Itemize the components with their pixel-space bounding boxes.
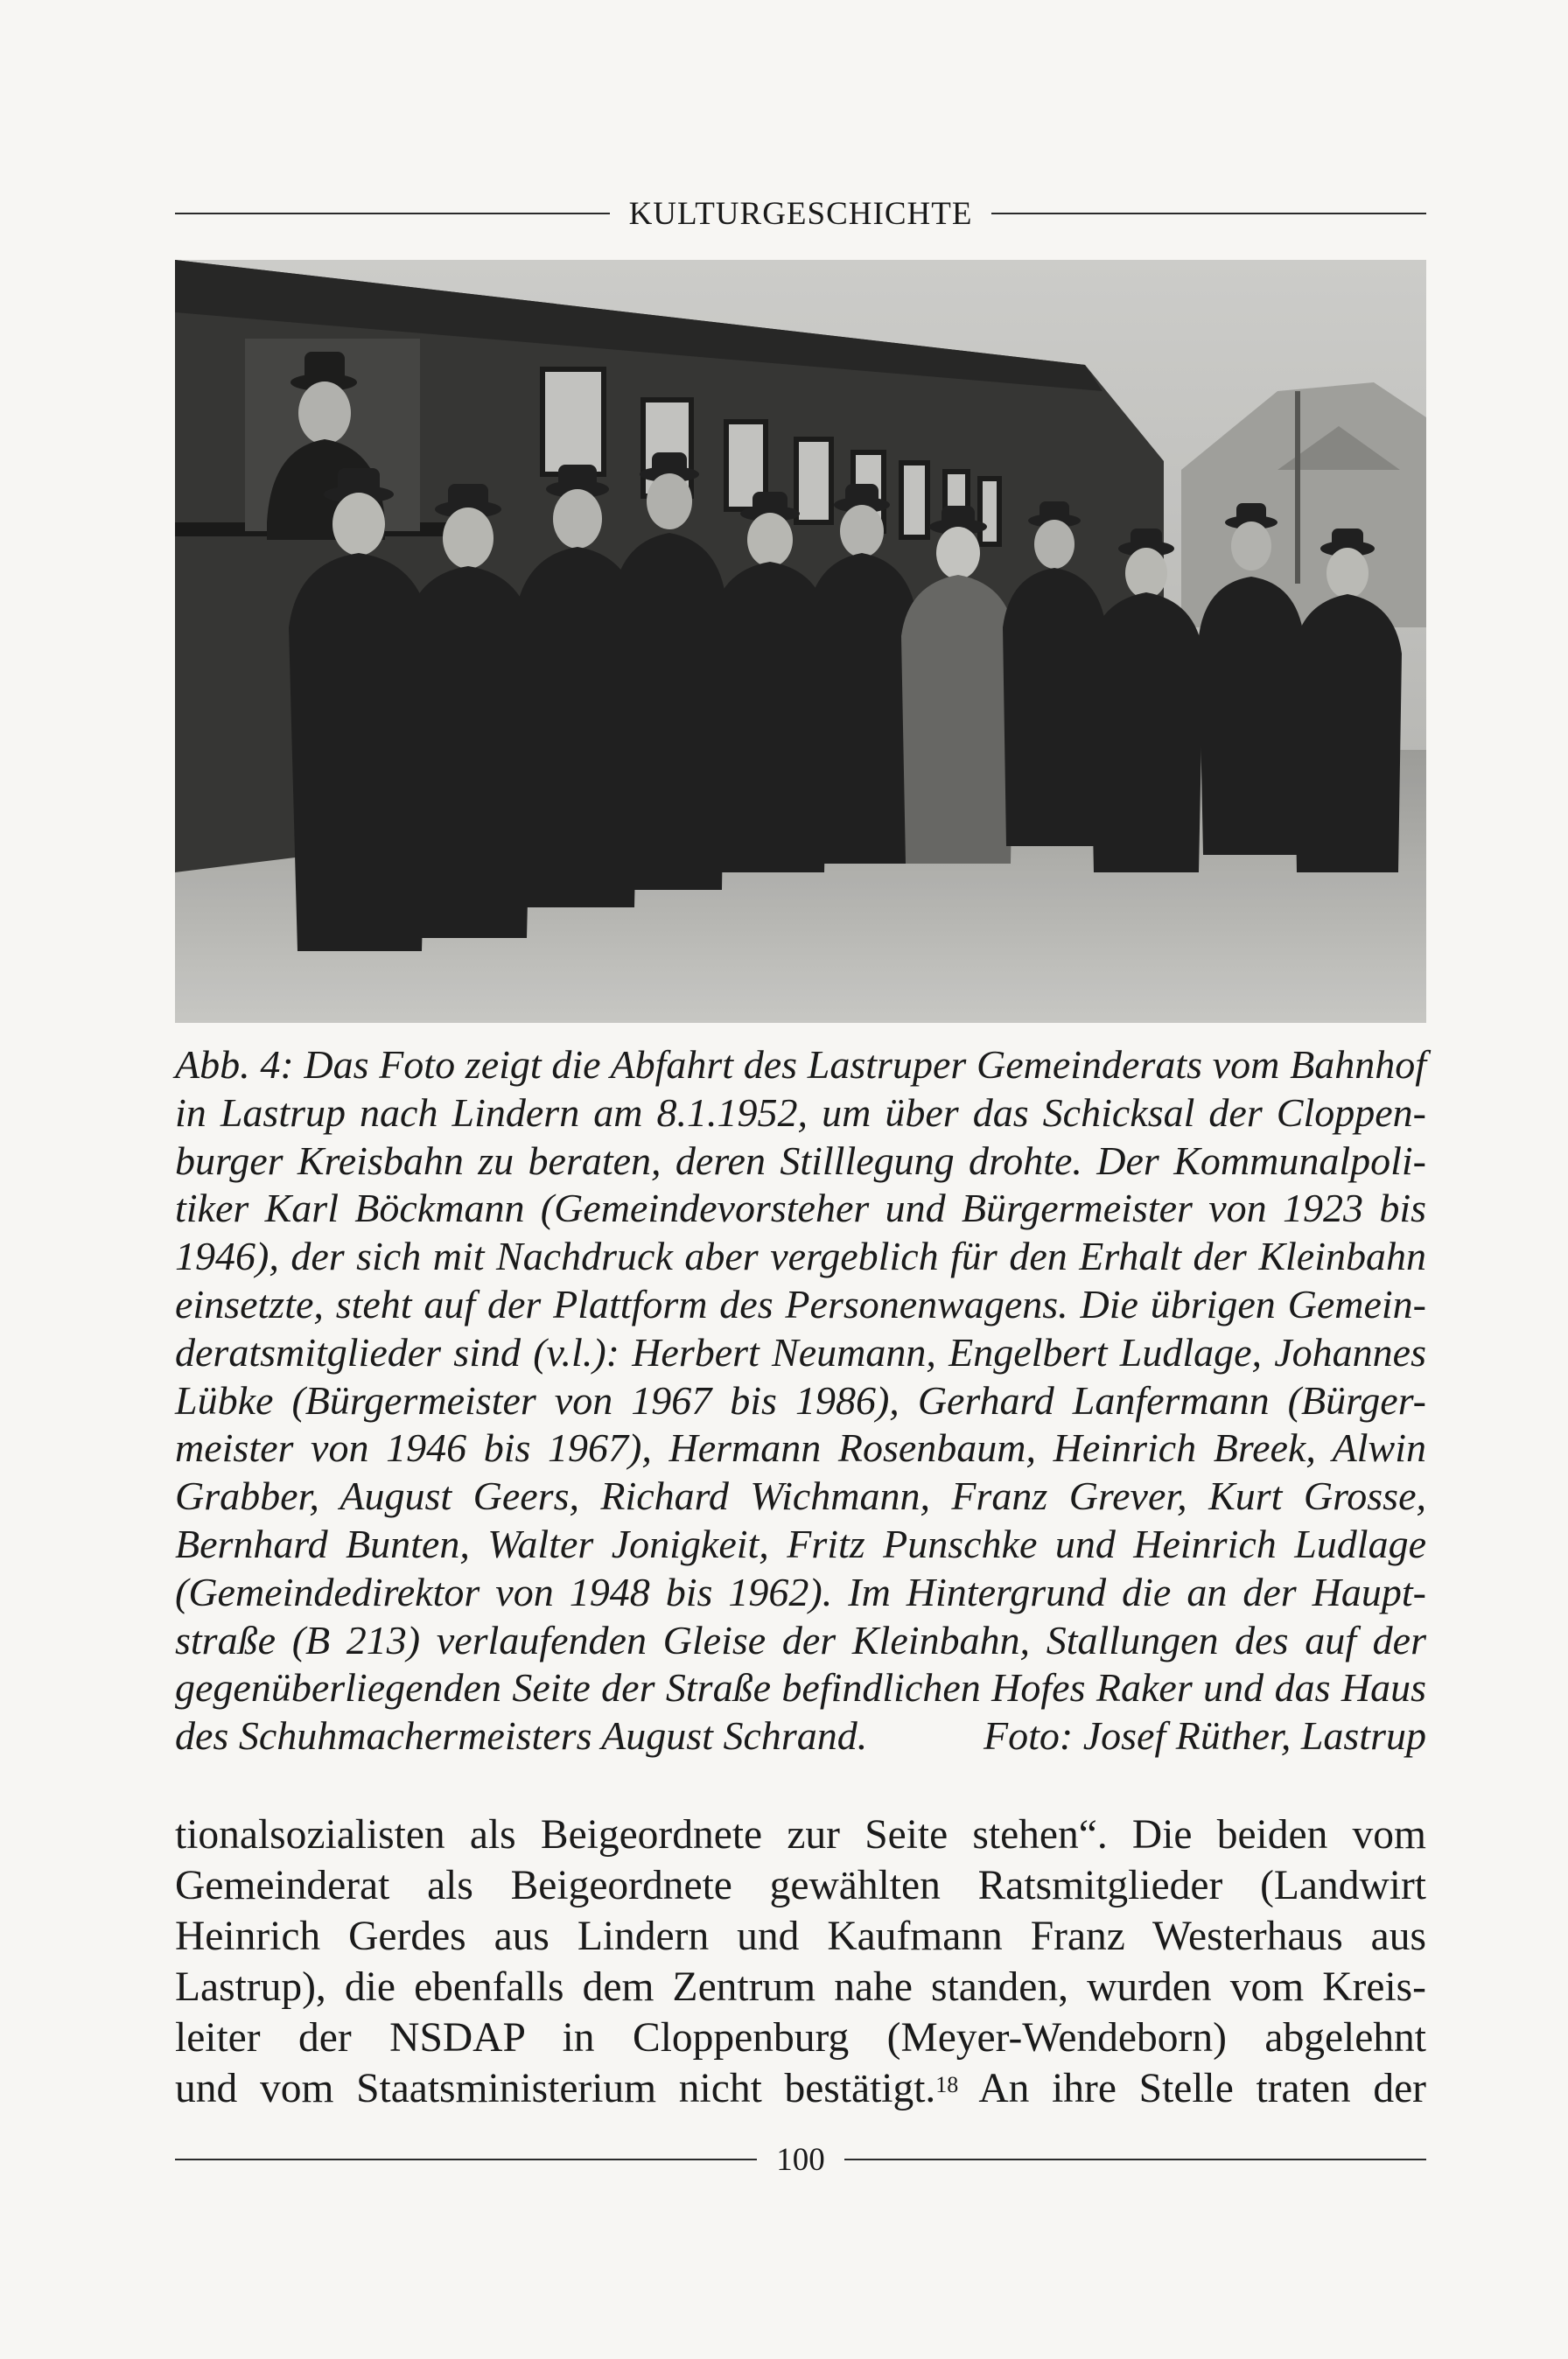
caption-line: in Lastrup nach Lindern am 8.1.1952, um über das Schicksal der Cloppen- [175,1089,1426,1135]
caption-line: straße (B 213) verlaufenden Gleise der Kleinbahn, Stallungen des auf der [175,1617,1426,1662]
body-line: Gemeinderat als Beigeordnete gewählten Ratsmitglieder (Landwirt [175,1863,1426,1908]
historical-photo [175,260,1426,1023]
body-line-last [175,2063,1426,2114]
header-rule-right [991,213,1426,214]
header-rule-left [175,213,610,214]
caption-line: gegenüberliegenden Seite der Straße befindlichen Hofes Raker und das Haus [175,1665,1426,1711]
caption-line: Bernhard Bunten, Walter Jonigkeit, Fritz Punschke und Heinrich Ludlage [175,1521,1426,1566]
caption-line: tiker Karl Böckmann (Gemeindevorsteher und Bürgermeister von 1923 bis [175,1186,1426,1231]
page-footer [175,2135,1426,2184]
footer-rule-left [175,2159,757,2160]
caption-last-line [175,1712,1426,1760]
page-number: 100 [776,2141,825,2178]
body-text-segment: An ihre Stelle traten der [958,2066,1426,2111]
caption-line: Grabber, August Geers, Richard Wichmann, Franz Grever, Kurt Grosse, [175,1474,1426,1519]
caption-line: einsetzte, steht auf der Plattform des Personenwagens. Die übrigen Gemein- [175,1281,1426,1326]
body-line: tionalsozialisten als Beigeordnete zur Seite stehen“. Die beiden vom [175,1812,1426,1858]
body-text-segment: und vom Staatsministerium nicht bestätigt. [175,2066,936,2111]
header-title: KULTURGESCHICHTE [628,195,973,232]
caption-line: deratsmitglieder sind (v.l.): Herbert Neumann, Engelbert Ludlage, Johannes [175,1329,1426,1375]
caption-line: 1946), der sich mit Nachdruck aber vergeblich für den Erhalt der Kleinbahn [175,1234,1426,1279]
body-line: leiter der NSDAP in Cloppenburg (Meyer-Wendeborn) abgelehnt [175,2015,1426,2061]
body-line: Lastrup), die ebenfalls dem Zentrum nahe standen, wurden vom Kreis- [175,1964,1426,2010]
running-header [175,187,1426,240]
body-text [175,1810,1426,2114]
caption-line: burger Kreisbahn zu beraten, deren Stilllegung drohte. Der Kommunalpoli- [175,1138,1426,1183]
caption-line: des Schuhmachermeisters August Schrand. [175,1713,868,1759]
caption-line: meister von 1946 bis 1967), Hermann Rosenbaum, Heinrich Breek, Alwin [175,1425,1426,1471]
photo-credit: Foto: Josef Rüther, Lastrup [984,1713,1426,1759]
footnote-marker[interactable]: 18 [935,2072,959,2097]
figure-caption [175,1041,1426,1760]
caption-line: (Gemeindedirektor von 1948 bis 1962). Im Hintergrund die an der Haupt- [175,1569,1426,1614]
footer-rule-right [844,2159,1426,2160]
photo-illustration [175,260,1426,1023]
body-line: Heinrich Gerdes aus Lindern und Kaufmann Franz Westerhaus aus [175,1914,1426,1959]
caption-line: Abb. 4: Das Foto zeigt die Abfahrt des Lastruper Gemeinderats vom Bahnhof [175,1042,1426,1087]
caption-line: Lübke (Bürgermeister von 1967 bis 1986), Gerhard Lanfermann (Bürger- [175,1377,1426,1423]
